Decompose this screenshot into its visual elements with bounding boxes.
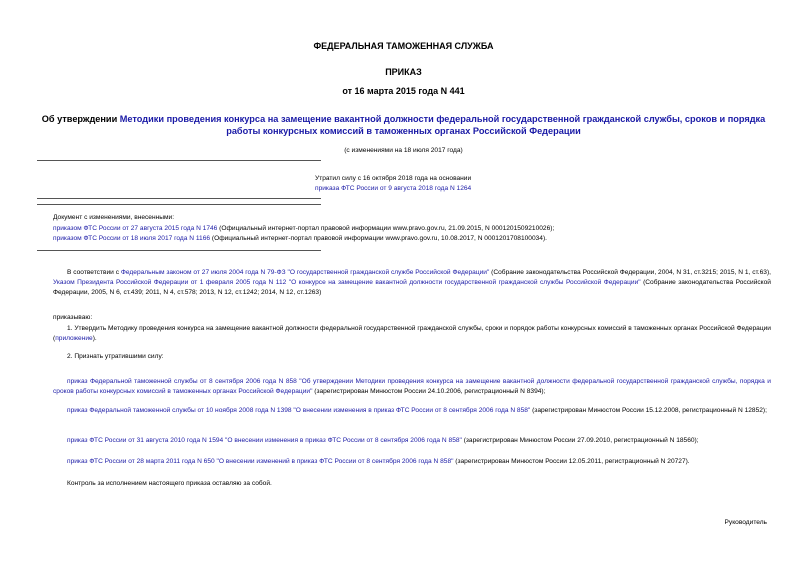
changes-heading: Документ с изменениями, внесенными: xyxy=(53,214,175,221)
divider-line xyxy=(37,198,321,199)
repealed-item-link[interactable]: приказ Федеральной таможенной службы от 8 сентября 2006 года N 858 "Об утверждении Методики проведения конкурса на замещение вакантной должности федеральной государственной гражданской службы, порядка и сроков работы конкурсных комиссий в таможенных органах Российской Федерации" xyxy=(53,378,771,395)
divider-line xyxy=(37,204,321,205)
changes-item-link[interactable]: приказом ФТС России от 18 июля 2017 года N 1166 xyxy=(53,235,211,242)
changes-item-text: (Официальный интернет-портал правовой информации www.pravo.gov.ru, 10.08.2017, N 0001201708100034). xyxy=(210,235,547,242)
repealed-item xyxy=(53,406,771,416)
title-link-line2[interactable]: работы конкурсных комиссий в таможенных органах Российской Федерации xyxy=(226,126,581,136)
repealed-item-link[interactable]: приказ ФТС России от 28 марта 2011 года N 650 "О внесении изменений в приказ ФТС России от 8 сентября 2006 года N 858" xyxy=(67,458,454,465)
changes-item xyxy=(53,234,773,244)
preamble-text: В соответствии с xyxy=(67,269,121,276)
repealed-item-text: (зарегистрирован Минюстом России 27.09.2010, регистрационный N 18560); xyxy=(461,437,699,444)
decree-link[interactable]: Указом Президента Российской Федерации от 1 февраля 2005 года N 112 "О конкурсе на замещение вакантной должности государственной гражданской службы Российской Федерации" xyxy=(53,279,641,286)
doc-title-line2 xyxy=(0,125,807,137)
repealed-item xyxy=(53,436,771,446)
divider-line xyxy=(37,160,321,161)
doc-title-line1 xyxy=(0,113,807,125)
preamble-text: (Собрание законодательства Российской Федерации, 2005, N 6, ст.439; 2011, N 4, ст.578; 2013, N 12, ст.1242; 2014, N 12, ст.1263) xyxy=(53,279,771,296)
point-1-tail: ). xyxy=(92,335,97,342)
appendix-link[interactable]: приложение xyxy=(55,335,93,342)
agency-heading: ФЕДЕРАЛЬНАЯ ТАМОЖЕННАЯ СЛУЖБА xyxy=(313,41,494,51)
repealed-item-text: (зарегистрирован Минюстом России 24.10.2006, регистрационный N 8394); xyxy=(312,388,546,395)
changes-block xyxy=(53,213,773,244)
point-2: 2. Признать утратившими силу: xyxy=(67,353,164,360)
repealed-item xyxy=(53,457,771,467)
changes-item-text: (Официальный интернет-портал правовой информации www.pravo.gov.ru, 21.09.2015, N 0001201509210026); xyxy=(217,224,555,232)
point-1-text: 1. Утвердить Методику проведения конкурса на замещение вакантной должности федеральной государственной гражданской службы, сроки и порядок работы конкурсных комиссий в таможенных органах Российской Федерации ( xyxy=(53,325,771,342)
repealed-item-text: (зарегистрирован Минюстом России 12.05.2011, регистрационный N 20727). xyxy=(453,458,690,465)
changes-item xyxy=(53,224,773,234)
repealed-item-text: (зарегистрирован Минюстом России 15.12.2008, регистрационный N 12852); xyxy=(530,407,767,414)
edition-note: (с изменениями на 18 июля 2017 года) xyxy=(344,147,463,154)
repeal-link[interactable]: приказа ФТС России от 9 августа 2018 года N 1264 xyxy=(315,184,472,192)
doc-type: ПРИКАЗ xyxy=(385,67,422,77)
preamble-text: (Собрание законодательства Российской Федерации, 2004, N 31, ст.3215; 2015, N 1, ст.63), xyxy=(489,269,771,276)
repealed-item xyxy=(53,377,771,397)
repealed-item-link[interactable]: приказ ФТС России от 31 августа 2010 года N 1594 "О внесении изменения в приказ ФТС России от 8 сентября 2006 года N 858" xyxy=(67,437,462,444)
title-link-line1[interactable]: Методики проведения конкурса на замещение вакантной должности федеральной государственной гражданской службы, сроков и порядка xyxy=(119,114,766,124)
title-prefix: Об утверждении xyxy=(41,114,120,124)
federal-law-link[interactable]: Федеральным законом от 27 июля 2004 года N 79-ФЗ "О государственной гражданской службе Российской Федерации" xyxy=(120,269,490,276)
preamble-paragraph xyxy=(53,268,771,298)
repeal-line1: Утратил силу с 16 октября 2018 года на основании xyxy=(315,175,472,182)
signature: Руководитель xyxy=(724,519,767,526)
point-1 xyxy=(53,324,771,344)
control-note: Контроль за исполнением настоящего приказа оставляю за собой. xyxy=(67,480,272,487)
changes-item-link[interactable]: приказом ФТС России от 27 августа 2015 года N 1746 xyxy=(53,224,218,232)
repeal-note xyxy=(315,174,735,193)
doc-date-number: от 16 марта 2015 года N 441 xyxy=(342,86,465,96)
divider-line xyxy=(37,250,321,251)
repealed-item-link[interactable]: приказ Федеральной таможенной службы от 10 ноября 2008 года N 1398 "О внесении изменения в приказ ФТС России от 8 сентября 2006 года N 858" xyxy=(67,407,531,414)
order-word: приказываю: xyxy=(53,314,93,321)
